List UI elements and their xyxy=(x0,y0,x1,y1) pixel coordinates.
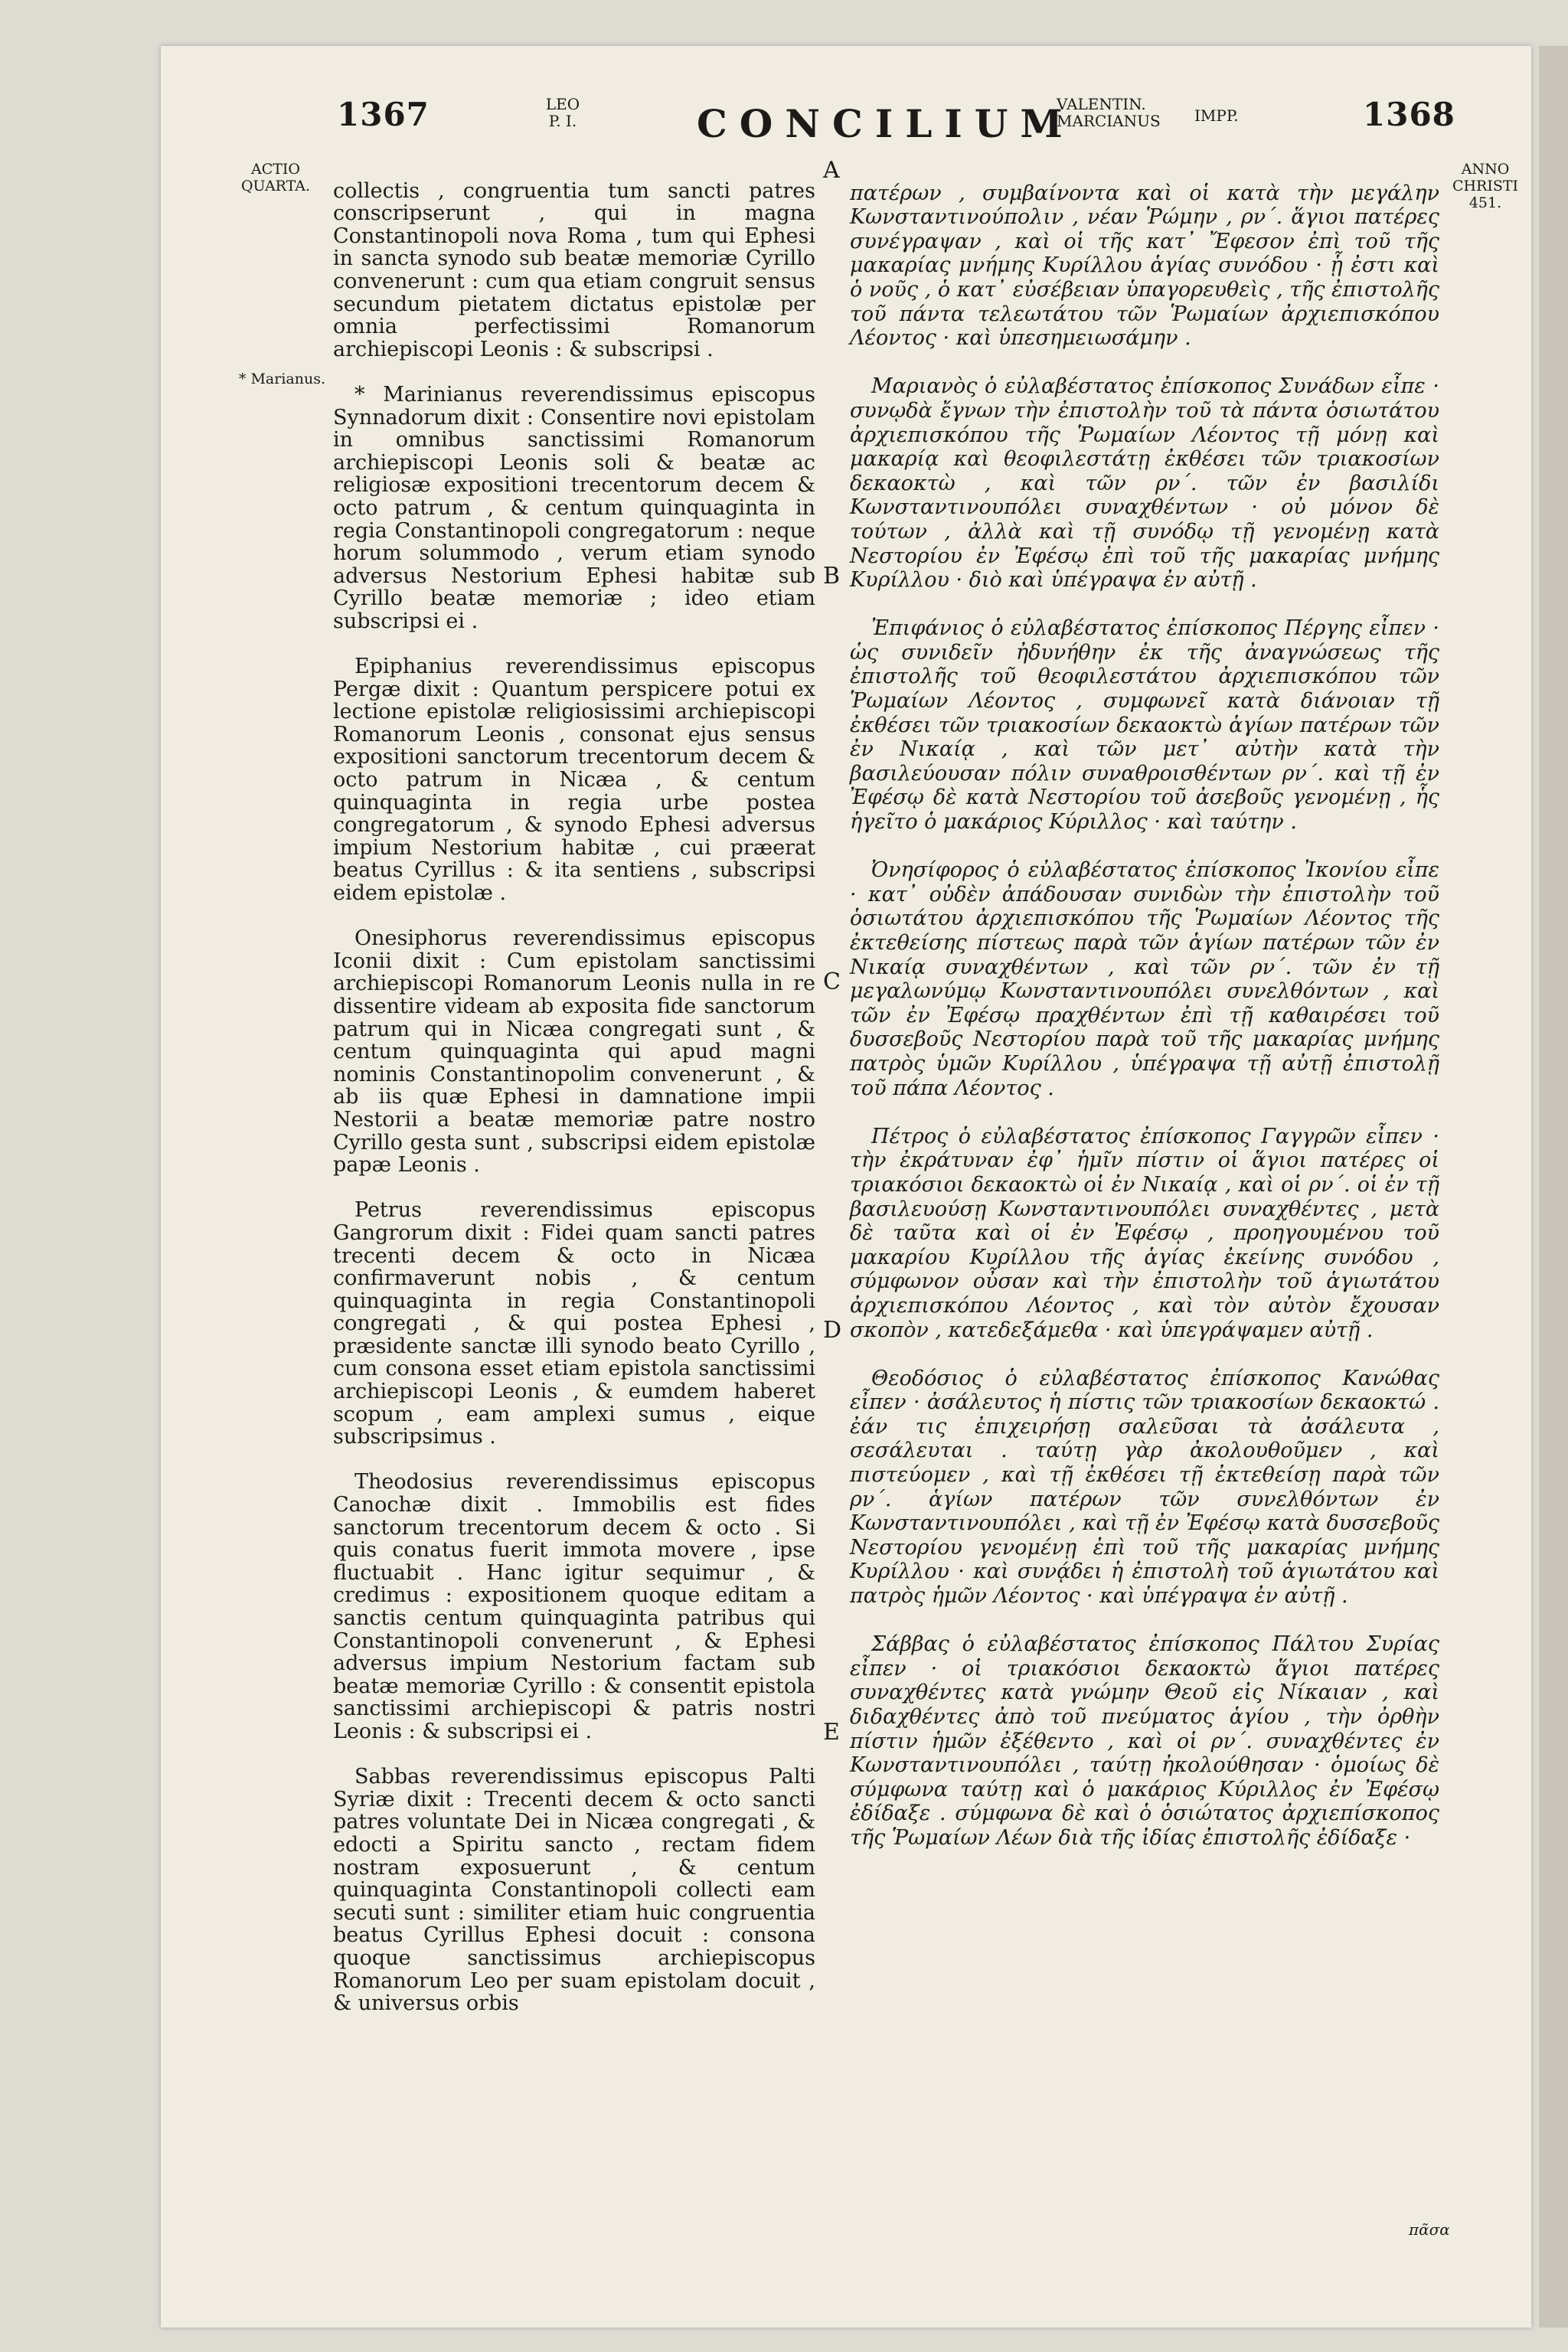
section-letter-e: E xyxy=(823,1719,840,1746)
section-letter-c: C xyxy=(823,969,841,995)
margin-anno-line2: CHRISTI xyxy=(1452,178,1519,194)
page-number-left: 1367 xyxy=(337,96,430,133)
latin-paragraph: Epiphanius reverendissimus episcopus Pergæ dixit : Quantum perspicere potui ex lectione epistolæ religiosissimi archiepiscopi Romanorum Leonis , consonat ejus sensus expositioni sanctorum trecentorum decem & octo patrum in Nicæa , & centum quinquaginta in regia urbe postea congregatorum , & synodo Ephesi adversus impium Nestorium habitæ , cui præerat beatus Cyrillus : & ita sentiens , subscripsi eidem epistolæ . xyxy=(333,655,815,905)
greek-column xyxy=(850,157,1439,1874)
greek-paragraph: Πέτρος ὁ εὐλαβέστατος ἐπίσκοπος Γαγγρῶν εἶπεν · τὴν ἐκράτυναν ἐφ᾽ ἡμῖν πίστιν οἱ ἅγιοι πατέρες οἱ τριακόσιοι δεκαοκτὼ οἱ ἐν Νικαίᾳ , καὶ οἱ ρν΄. οἱ ἐν τῇ βασιλευούσῃ Κωνσταντινουπόλει συναχθέντες , μετὰ δὲ ταῦτα καὶ οἱ ἐν Ἐφέσῳ , προηγουμένου τοῦ μακαρίου Κυρίλλου τῆς ἁγίας ἐκείνης συνόδου , σύμφωνον οὖσαν καὶ τὴν ἐπιστολὴν τοῦ ἁγιωτάτου ἀρχιεπισκόπου Λέοντος , καὶ τὸν αὐτὸν ἔχουσαν σκοπὸν , κατεδεξάμεθα · καὶ ὑπεγράψαμεν αὐτῇ . xyxy=(850,1124,1439,1342)
latin-paragraph: * Marinianus reverendissimus episcopus Synnadorum dixit : Consentire novi epistolam in omnibus sanctissimi Romanorum archiepiscopi Leonis soli & beatæ ac religiosæ expositioni trecentorum decem & octo patrum , & centum quinquaginta in regia Constantinopoli congregatorum : neque horum solummodo , verum etiam synodo adversus Nestorium Ephesi habitæ sub Cyrillo beatæ memoriæ ; ideo etiam subscripsi ei . xyxy=(333,382,815,633)
latin-column xyxy=(333,157,815,2037)
margin-note-marianus: * Marianus. xyxy=(238,371,325,387)
greek-paragraph: Ἐπιφάνιος ὁ εὐλαβέστατος ἐπίσκοπος Πέργης εἶπεν · ὡς συνιδεῖν ἠδυνήθην ἐκ τῆς ἀναγνώσεως τῆς ἐπιστολῆς τοῦ θεοφιλεστάτου ἀρχιεπισκόπου τῶν Ῥωμαίων Λέοντος , συμφωνεῖ κατὰ διάνοιαν τῇ ἐκθέσει τῶν τριακοσίων δεκαοκτὼ ἁγίων πατέρων τῶν ἐν Νικαίᾳ , καὶ τῶν μετ᾽ αὐτὴν κατὰ τὴν βασιλεύουσαν πόλιν συναθροισθέντων ρν΄. καὶ τῇ ἐν Ἐφέσῳ δὲ κατὰ Νεστορίου τοῦ ἀσεβοῦς γενομένῃ , ἧς ἡγεῖτο ὁ μακάριος Κύριλλος · καὶ ταύτην . xyxy=(850,616,1439,835)
page-number-right: 1368 xyxy=(1363,96,1455,133)
next-page-edge xyxy=(1539,46,1568,2328)
margin-anno xyxy=(1443,161,1527,211)
margin-actio-line1: ACTIO xyxy=(250,161,300,178)
latin-paragraph: Theodosius reverendissimus episcopus Canochæ dixit . Immobilis est fides sanctorum trecentorum decem & octo . Si quis conatus fuerit immota movere , ipse fluctuabit . Hanc igitur sequimur , & credimus : expositionem quoque editam a sanctis centum quinquaginta patribus qui Constantinopoli convenerunt , & Ephesi adversus impium Nestorium factam sub beatæ memoriæ Cyrillo : & consentit epistola sanctissimi archiepiscopi & patris nostri Leonis : & subscripsi ei . xyxy=(333,1470,815,1743)
greek-paragraph: Σάββας ὁ εὐλαβέστατος ἐπίσκοπος Πάλτου Συρίας εἶπεν · οἱ τριακόσιοι δεκαοκτὼ ἅγιοι πατέρες συναχθέντες κατὰ γνώμην Θεοῦ εἰς Νίκαιαν , καὶ διδαχθέντες ἀπὸ τοῦ πνεύματος ἁγίου , τὴν ὀρθὴν πίστιν ἡμῶν ἐξέθεντο , καὶ οἱ ρν΄. συναχθέντες ἐν Κωνσταντινουπόλει , ταύτῃ ἠκολούθησαν · ὁμοίως δὲ σύμφωνα ταύτῃ καὶ ὁ μακάριος Κύριλλος ἐν Ἐφέσῳ ἐδίδαξε . σύμφωνα δὲ καὶ ὁ ὁσιώτατος ἀρχιεπίσκοπος τῆς Ῥωμαίων Λέων διὰ τῆς ἰδίας ἐπιστολῆς ἐδίδαξε · xyxy=(850,1632,1439,1850)
margin-anno-line1: ANNO xyxy=(1461,161,1510,178)
latin-paragraph: collectis , congruentia tum sancti patres conscripserunt , qui in magna Constantinopoli nova Roma , tum qui Ephesi in sancta synodo sub beatæ memoriæ Cyrillo convenerunt : cum qua etiam congruit sensus secundum pietatem dictatus epistolæ per omnia perfectissimi Romanorum archiepiscopi Leonis : & subscripsi . xyxy=(333,178,815,361)
greek-paragraph: Μαριανὸς ὁ εὐλαβέστατος ἐπίσκοπος Συνάδων εἶπε · συνῳδὰ ἔγνων τὴν ἐπιστολὴν τοῦ τὰ πάντα ὁσιωτάτου ἀρχιεπισκόπου τῆς Ῥωμαίων Λέοντος τῇ μόνῃ καὶ μακαρίᾳ καὶ θεοφιλεστάτῃ ἐκθέσει τῶν τριακοσίων δεκαοκτὼ , καὶ τῶν ρν΄. τῶν ἐν βασιλίδι Κωνσταντινουπόλει συναχθέντων · οὐ μόνον δὲ τούτων , ἀλλὰ καὶ τῇ συνόδῳ τῇ γενομένῃ κατὰ Νεστορίου ἐν Ἐφέσῳ ἐπὶ τοῦ τῆς μακαρίας μνήμης Κυρίλλου · διὸ καὶ ὑπέγραψα ἐν αὐτῇ . xyxy=(850,374,1439,593)
catchword: πᾶσα xyxy=(1409,2220,1450,2239)
running-tag-left-line1: LEO xyxy=(545,95,580,113)
section-letter-d: D xyxy=(823,1317,842,1344)
section-letter-b: B xyxy=(823,563,841,590)
greek-paragraph: Θεοδόσιος ὁ εὐλαβέστατος ἐπίσκοπος Κανώθας εἶπεν · ἀσάλευτος ἡ πίστις τῶν τριακοσίων δεκαοκτώ . ἐάν τις ἐπιχειρήσῃ σαλεῦσαι τὰ ἀσάλευτα , σεσάλευται . ταύτῃ γὰρ ἀκολουθοῦμεν , καὶ πιστεύομεν , καὶ τῇ ἐκθέσει τῇ ἐκτεθείσῃ παρὰ τῶν ρν΄. ἁγίων πατέρων τῶν συνελθόντων ἐν Κωνσταντινουπόλει , καὶ τῇ ἐν Ἐφέσῳ κατὰ δυσσεβοῦς Νεστορίου γενομένῃ ἐπὶ τοῦ τῆς μακαρίας μνήμης Κυρίλλου · καὶ συνᾴδει ἡ ἐπιστολὴ τοῦ ἁγιωτάτου καὶ πατρὸς ἡμῶν Λέοντος · καὶ ὑπέγραψα ἐν αὐτῇ . xyxy=(850,1366,1439,1609)
running-title: CONCILIUM xyxy=(697,101,1075,146)
greek-paragraph: Ὀνησίφορος ὁ εὐλαβέστατος ἐπίσκοπος Ἰκονίου εἶπε · κατ᾽ οὐδὲν ἀπάδουσαν συνιδὼν τὴν ἐπιστολὴν τοῦ ὁσιωτάτου ἀρχιεπισκόπου τῆς Ῥωμαίων Λέοντος τῆς ἐκτεθείσης πίστεως παρὰ τῶν ἁγίων πατέρων τῶν ἐν Νικαίᾳ συναχθέντων , καὶ τῶν ρν΄. τῶν ἐν τῇ μεγαλωνύμῳ Κωνσταντινουπόλει συνελθόντων , καὶ τῶν ἐν Ἐφέσῳ πραχθέντων ἐπὶ τῇ καθαιρέσει τοῦ δυσσεβοῦς Νεστορίου παρὰ τοῦ τῆς μακαρίας μνήμης πατρὸς ὑμῶν Κυρίλλου , ὑπέγραψα τῇ αὐτῇ ἐπιστολῇ τοῦ πάπα Λέοντος . xyxy=(850,858,1439,1100)
latin-paragraph: Onesiphorus reverendissimus episcopus Iconii dixit : Cum epistolam sanctissimi archiepiscopi Romanorum Leonis nulla in re dissentire videam ab exposita fide sanctorum patrum qui in Nicæa congregati sunt , & centum quinquaginta qui apud magni nominis Constantinopolim convenerunt , & ab iis quæ Ephesi in damnatione impii Nestorii a beatæ memoriæ patre nostro Cyrillo gesta sunt , subscripsi eidem epistolæ papæ Leonis . xyxy=(333,926,815,1178)
margin-actio xyxy=(222,161,329,194)
running-tag-right-line2: MARCIANUS xyxy=(1057,112,1161,130)
margin-actio-line2: QUARTA. xyxy=(240,178,311,194)
latin-paragraph: Petrus reverendissimus episcopus Gangrorum dixit : Fidei quam sancti patres trecenti decem & octo in Nicæa confirmaverunt nobis , & centum quinquaginta in regia Constantinopoli congregati , & qui postea Ephesi , præsidente sanctæ illi synodo beato Cyrillo , cum consona esset etiam epistola sanctissimi archiepiscopi Leonis , & eumdem haberet scopum , eam amplexi sumus , eique subscripsimus . xyxy=(333,1198,815,1449)
margin-anno-line3: 451. xyxy=(1468,194,1502,211)
section-letter-a: A xyxy=(823,157,840,184)
running-tag-left xyxy=(528,96,597,149)
greek-paragraph: πατέρων , συμβαίνοντα καὶ οἱ κατὰ τὴν μεγάλην Κωνσταντινούπολιν , νέαν Ῥώμην , ρν΄. ἅγιοι πατέρες συνέγραψαν , καὶ οἱ τῆς κατ᾽ Ἔφεσον ἐπὶ τοῦ τῆς μακαρίας μνήμης Κυρίλλου ἁγίας συνόδου · ᾗ ἐστι καὶ ὁ νοῦς , ὁ κατ᾽ εὐσέβειαν ὑπαγορευθεὶς , τῆς ἐπιστολῆς τοῦ πάντα τελεωτάτου τῶν Ῥωμαίων ἀρχιεπισκόπου Λέοντος · καὶ ὑπεσημειωσάμην . xyxy=(850,181,1439,351)
running-tag-right-suffix: IMPP. xyxy=(1194,106,1239,125)
running-tag-right-line1: VALENTIN. xyxy=(1057,95,1146,113)
latin-paragraph: Sabbas reverendissimus episcopus Palti Syriæ dixit : Trecenti decem & octo sancti patres voluntate Dei in Nicæa congregati , & edocti a Spiritu sancto , rectam fidem nostram exposuerunt , & centum quinquaginta Constantinopoli collecti eam secuti sunt : similiter etiam huic congruentia beatus Cyrillus Ephesi docuit : consona quoque sanctissimus archiepiscopus Romanorum Leo per suam epistolam docuit , & universus orbis xyxy=(333,1765,815,2016)
running-tag-left-line2: P. I. xyxy=(548,112,577,130)
running-tag-right xyxy=(1057,96,1187,149)
